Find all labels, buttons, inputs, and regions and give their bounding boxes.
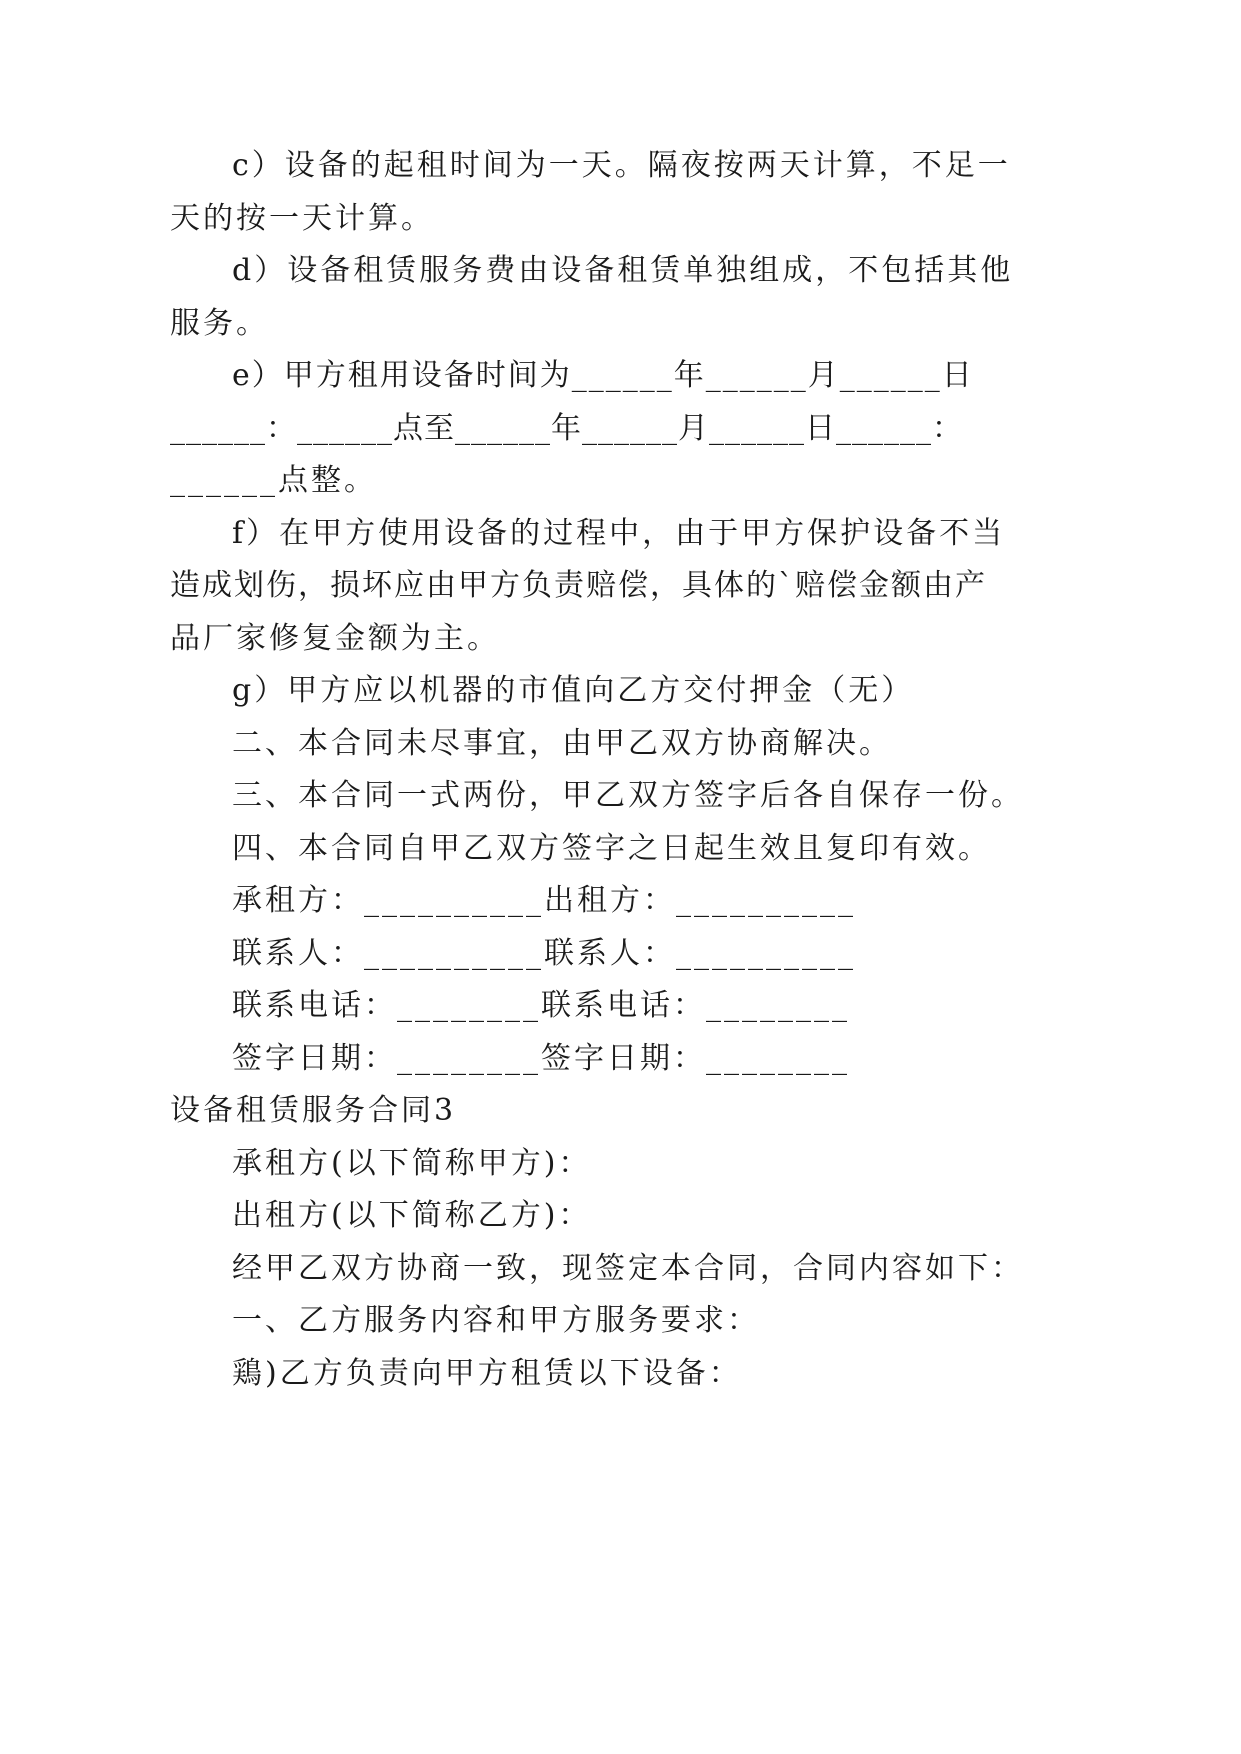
text-line: 经甲乙双方协商一致，现签定本合同，合同内容如下： bbox=[232, 1251, 1024, 1286]
text-line: 三、本合同一式两份，甲乙双方签字后各自保存一份。 bbox=[232, 778, 1024, 813]
text-line: 一、乙方服务内容和甲方服务要求： bbox=[232, 1303, 760, 1338]
signature-line-date: 签字日期：________签字日期：________ bbox=[232, 1041, 850, 1076]
text-line: f）在甲方使用设备的过程中，由于甲方保护设备不当 bbox=[232, 516, 1006, 551]
text-line: 二、本合同未尽事宜，由甲乙双方协商解决。 bbox=[232, 726, 892, 761]
text-line: 四、本合同自甲乙双方签字之日起生效且复印有效。 bbox=[232, 831, 991, 866]
text-line: g）甲方应以机器的市值向乙方交付押金（无） bbox=[232, 673, 915, 708]
text-line: ______：______点至______年______月______日______： bbox=[170, 411, 963, 446]
signature-line-phone: 联系电话：________联系电话：________ bbox=[232, 988, 850, 1023]
text-line: d）设备租赁服务费由设备租赁单独组成，不包括其他 bbox=[232, 253, 1014, 288]
text-line: 服务。 bbox=[170, 306, 269, 341]
text-line: 品厂家修复金额为主。 bbox=[170, 621, 500, 656]
signature-line-party: 承租方：__________出租方：__________ bbox=[232, 883, 856, 918]
text-line: ______点整。 bbox=[170, 463, 377, 498]
signature-line-contact: 联系人：__________联系人：__________ bbox=[232, 936, 856, 971]
text-line: 承租方(以下简称甲方)： bbox=[232, 1146, 592, 1181]
text-line: 造成划伤，损坏应由甲方负责赔偿，具体的`赔偿金额由产 bbox=[170, 568, 987, 603]
text-line: c）设备的起租时间为一天。隔夜按两天计算，不足一 bbox=[232, 148, 1011, 183]
text-line: 出租方(以下简称乙方)： bbox=[232, 1198, 592, 1233]
text-line: e）甲方租用设备时间为______年______月______日 bbox=[232, 358, 974, 393]
text-line: 鶏)乙方负责向甲方租赁以下设备： bbox=[232, 1356, 742, 1391]
section-heading: 设备租赁服务合同3 bbox=[170, 1093, 457, 1128]
text-line: 天的按一天计算。 bbox=[170, 201, 434, 236]
